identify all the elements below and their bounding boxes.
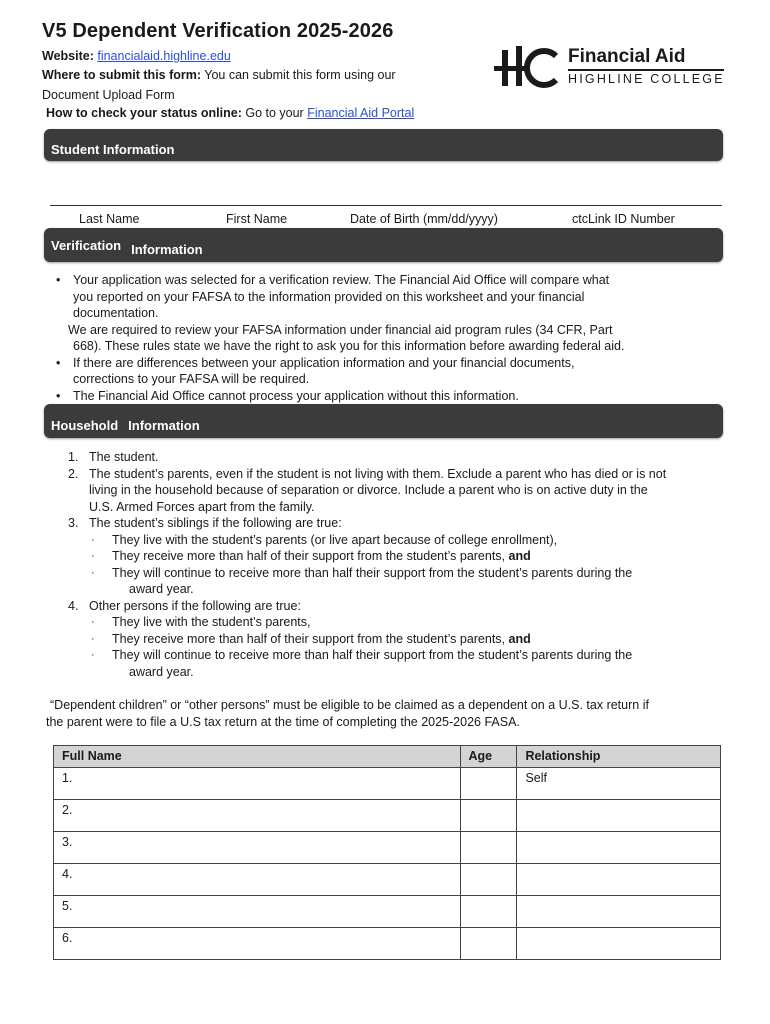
verification-paragraph-line-1: We are required to review your FAFSA information under financial aid program rules (34 CFR, Part (68, 322, 613, 337)
list-number: 3. (68, 516, 79, 530)
age-header: Age (460, 746, 517, 768)
relationship-header: Relationship (517, 746, 721, 768)
submit-label: Where to submit this form: (42, 68, 202, 82)
age-cell[interactable] (460, 832, 517, 864)
relationship-cell[interactable] (517, 832, 721, 864)
verification-bullet-1-line-3: documentation. (73, 306, 159, 320)
item-3-condition-1: They live with the student’s parents (or live apart because of college enrollment), (112, 532, 558, 547)
household-item-2-line-1: The student’s parents, even if the student is not living with them. Exclude a parent who has died or is not (89, 466, 667, 481)
full-name-cell[interactable]: 1. (54, 768, 461, 800)
table-row (54, 800, 721, 832)
table-header-row (54, 746, 721, 768)
full-name-cell[interactable]: 4. (54, 864, 461, 896)
bullet: • (56, 388, 61, 403)
logo-subtitle: HIGHLINE COLLEGE (568, 72, 725, 86)
household-item-2-line-2: living in the household because of separation or divorce. Include a parent who is on active duty in the (89, 483, 648, 497)
age-cell[interactable] (460, 928, 517, 960)
relationship-cell[interactable] (517, 896, 721, 928)
financial-aid-portal-link[interactable]: Financial Aid Portal (307, 106, 415, 120)
student-info-entry-line[interactable] (50, 205, 722, 206)
full-name-cell[interactable]: 2. (54, 800, 461, 832)
relationship-cell[interactable] (517, 928, 721, 960)
verification-bullet-2-line-1: If there are differences between your application information and your financial documents, (73, 355, 575, 370)
age-cell[interactable] (460, 896, 517, 928)
sub-bullet: · (91, 550, 95, 562)
relationship-cell[interactable] (517, 864, 721, 896)
age-cell[interactable] (460, 768, 517, 800)
item-4-condition-1: They live with the student’s parents, (112, 615, 311, 629)
relationship-cell[interactable] (517, 800, 721, 832)
household-title-2: Information (128, 418, 200, 433)
website-label: Website: (42, 49, 94, 63)
list-number: 4. (68, 598, 79, 613)
bullet: • (56, 273, 61, 287)
sub-bullet: · (91, 632, 95, 645)
student-information-header (44, 129, 723, 161)
sub-bullet: · (91, 616, 95, 628)
hc-logo-mark-icon (492, 44, 562, 90)
full-name-cell[interactable]: 6. (54, 928, 461, 960)
household-list (52, 449, 742, 681)
verification-title-2: Information (131, 242, 203, 257)
full-name-cell[interactable]: 5. (54, 896, 461, 928)
list-number: 1. (68, 450, 79, 464)
submit-text-2: Document Upload Form (42, 88, 175, 102)
item-4-condition-2-text: They receive more than half of their support from the student’s parents, (112, 631, 506, 646)
website-link[interactable]: financialaid.highline.edu (97, 49, 231, 63)
status-line (46, 104, 414, 122)
household-members-table (53, 745, 721, 960)
last-name-label: Last Name (79, 212, 140, 226)
item-3-condition-3-line-2: award year. (129, 582, 194, 596)
website-line (42, 47, 231, 65)
table-row (54, 768, 721, 800)
relationship-cell[interactable]: Self (517, 768, 721, 800)
bullet: • (56, 355, 61, 370)
logo-title: Financial Aid (568, 46, 686, 67)
student-information-title: Student Information (51, 142, 175, 157)
dependent-note-line-2: the parent were to file a U.S tax return at the time of completing the 2025-2026 FASA. (46, 715, 520, 729)
table-row (54, 864, 721, 896)
household-item-2-line-3: U.S. Armed Forces apart from the family. (89, 499, 315, 514)
status-text: Go to your (245, 106, 304, 120)
verification-title-1: Verification (51, 238, 122, 253)
verification-bullet-3-line-1: The Financial Aid Office cannot process your application without this information. (73, 388, 519, 403)
list-number: 2. (68, 466, 79, 481)
full-name-cell[interactable]: 3. (54, 832, 461, 864)
verification-text (56, 272, 736, 404)
table-row (54, 928, 721, 960)
item-3-condition-2-text: They receive more than half of their support from the student’s parents, (112, 549, 506, 563)
table-row (54, 832, 721, 864)
age-cell[interactable] (460, 864, 517, 896)
dob-label: Date of Birth (mm/dd/yyyy) (350, 212, 498, 226)
logo-divider (568, 69, 724, 71)
item-3-condition-3-line-1: They will continue to receive more than half their support from the student’s parents during the (112, 565, 633, 580)
age-cell[interactable] (460, 800, 517, 832)
household-item-1: The student. (89, 450, 159, 464)
ctclink-id-label: ctcLink ID Number (572, 212, 675, 226)
verification-bullet-2-line-2: corrections to your FAFSA will be required. (73, 372, 310, 386)
page-title: V5 Dependent Verification 2025-2026 (42, 20, 394, 42)
verification-bullet-1-line-1: Your application was selected for a verification review. The Financial Aid Office will compare what (73, 273, 610, 287)
household-item-3: The student’s siblings if the following are true: (89, 516, 342, 530)
household-item-4: Other persons if the following are true: (89, 598, 301, 613)
item-4-condition-3-line-1: They will continue to receive more than half their support from the student’s parents during the (112, 648, 633, 662)
household-title-1: Household (51, 418, 119, 433)
and-word: and (508, 631, 531, 646)
sub-bullet: · (91, 566, 95, 579)
verification-bullet-1-line-2: you reported on your FAFSA to the information provided on this worksheet and your financial (73, 289, 585, 304)
and-word: and (508, 549, 531, 563)
verification-paragraph-line-2: 668). These rules state we have the right to ask you for this information before awarding federal aid. (73, 339, 625, 353)
item-3-condition-2 (112, 548, 531, 565)
table-row (54, 896, 721, 928)
submit-text: You can submit this form using our (204, 68, 396, 82)
sub-bullet: · (91, 533, 95, 546)
first-name-label: First Name (226, 212, 288, 226)
full-name-header: Full Name (54, 746, 461, 768)
status-label: How to check your status online: (46, 106, 242, 120)
item-4-condition-2 (112, 631, 531, 648)
verification-information-header (44, 228, 723, 262)
item-4-condition-3-line-2: award year. (129, 664, 194, 679)
highline-logo (492, 44, 724, 90)
submit-line (42, 66, 396, 84)
dependent-note-line-1: “Dependent children” or “other persons” must be eligible to be claimed as a dependent on a U.S. tax return if (50, 698, 649, 712)
sub-bullet: · (91, 649, 95, 661)
household-information-header (44, 404, 723, 438)
